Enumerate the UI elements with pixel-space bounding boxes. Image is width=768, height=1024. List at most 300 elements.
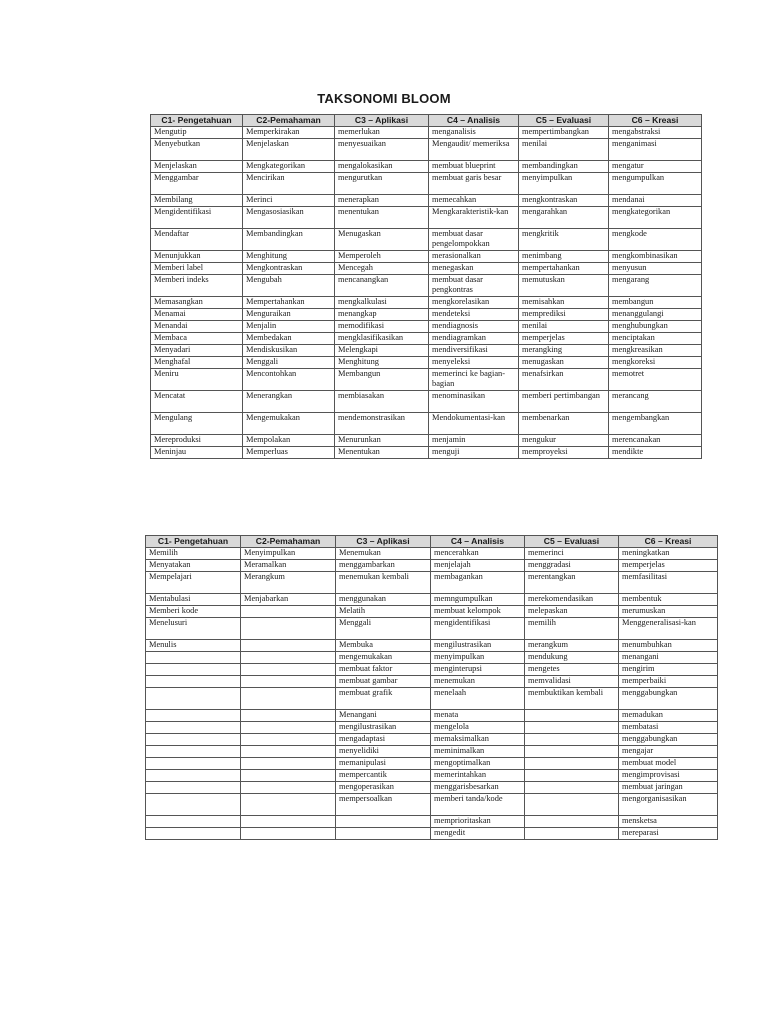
table-cell: menanggulangi bbox=[609, 309, 702, 321]
table-cell: Meramalkan bbox=[241, 560, 336, 572]
table-cell: Mengubah bbox=[243, 275, 335, 297]
table-cell: Merangkum bbox=[241, 572, 336, 594]
table-cell: Mencatat bbox=[151, 391, 243, 413]
table-cell bbox=[146, 794, 241, 816]
table-cell: menggambarkan bbox=[336, 560, 431, 572]
table-cell: menyeleksi bbox=[429, 357, 519, 369]
table-cell: Menyatakan bbox=[146, 560, 241, 572]
table-cell: mendiagnosis bbox=[429, 321, 519, 333]
table-cell: membuat jaringan bbox=[619, 782, 718, 794]
table-cell bbox=[525, 794, 619, 816]
table-cell bbox=[525, 816, 619, 828]
column-header: C1- Pengetahuan bbox=[151, 115, 243, 127]
table-cell: Menamai bbox=[151, 309, 243, 321]
table-cell: Memberi kode bbox=[146, 606, 241, 618]
table-cell: Memperkirakan bbox=[243, 127, 335, 139]
table-cell: memotret bbox=[609, 369, 702, 391]
table-cell: Mengkategorikan bbox=[243, 161, 335, 173]
table-cell: Mereproduksi bbox=[151, 435, 243, 447]
table-cell: memperjelas bbox=[519, 333, 609, 345]
table-row bbox=[146, 640, 718, 652]
table-row bbox=[146, 722, 718, 734]
table-row bbox=[151, 345, 702, 357]
table-cell: menjamin bbox=[429, 435, 519, 447]
table-row bbox=[146, 652, 718, 664]
table-cell bbox=[146, 676, 241, 688]
table-cell: menimbang bbox=[519, 251, 609, 263]
table-cell: mengedit bbox=[431, 828, 525, 840]
table-cell: mereparasi bbox=[619, 828, 718, 840]
table-cell: Menandai bbox=[151, 321, 243, 333]
table-cell: mengurutkan bbox=[335, 173, 429, 195]
column-header: C5 – Evaluasi bbox=[525, 536, 619, 548]
table-cell bbox=[241, 734, 336, 746]
table-cell: membuat faktor bbox=[336, 664, 431, 676]
table-cell: Melatih bbox=[336, 606, 431, 618]
table-cell: memilih bbox=[525, 618, 619, 640]
table-cell: Menggeneralisasi-kan bbox=[619, 618, 718, 640]
table-cell: membangun bbox=[609, 297, 702, 309]
table-cell: merekomendasikan bbox=[525, 594, 619, 606]
table-cell: memberi pertimbangan bbox=[519, 391, 609, 413]
table-cell: membatasi bbox=[619, 722, 718, 734]
column-header: C5 – Evaluasi bbox=[519, 115, 609, 127]
table-cell: mendiagramkan bbox=[429, 333, 519, 345]
table-cell: mengilustrasikan bbox=[431, 640, 525, 652]
table-row bbox=[146, 560, 718, 572]
table-cell bbox=[241, 758, 336, 770]
table-cell: Meniru bbox=[151, 369, 243, 391]
table-cell: menerapkan bbox=[335, 195, 429, 207]
table-cell: membuktikan kembali bbox=[525, 688, 619, 710]
table-cell: memodifikasi bbox=[335, 321, 429, 333]
bloom-taxonomy-table-2 bbox=[145, 535, 718, 840]
table-cell: Mempelajari bbox=[146, 572, 241, 594]
table-cell bbox=[146, 746, 241, 758]
table-row bbox=[146, 572, 718, 594]
table-cell: mengumpulkan bbox=[609, 173, 702, 195]
table-cell: memprioritaskan bbox=[431, 816, 525, 828]
table-cell bbox=[241, 618, 336, 640]
table-cell: menciptakan bbox=[609, 333, 702, 345]
table-cell: mengembangkan bbox=[609, 413, 702, 435]
table-row bbox=[151, 263, 702, 275]
table-cell: memfasilitasi bbox=[619, 572, 718, 594]
table-cell: mengkombinasikan bbox=[609, 251, 702, 263]
table-cell: mempertimbangkan bbox=[519, 127, 609, 139]
table-cell: menangkap bbox=[335, 309, 429, 321]
table-cell: mengklasifikasikan bbox=[335, 333, 429, 345]
table-cell: Mengaudit/ memeriksa bbox=[429, 139, 519, 161]
table-cell: merangking bbox=[519, 345, 609, 357]
table-row bbox=[151, 207, 702, 229]
table-cell: membenarkan bbox=[519, 413, 609, 435]
table-cell: Menyebutkan bbox=[151, 139, 243, 161]
table-cell: mengarang bbox=[609, 275, 702, 297]
table-cell bbox=[241, 676, 336, 688]
table-row bbox=[146, 816, 718, 828]
table-row bbox=[151, 333, 702, 345]
table-row bbox=[146, 734, 718, 746]
table-cell: memerlukan bbox=[335, 127, 429, 139]
table-cell: membuat dasar pengkontras bbox=[429, 275, 519, 297]
table-row bbox=[151, 297, 702, 309]
table-cell: menyusun bbox=[609, 263, 702, 275]
table-cell: memaksimalkan bbox=[431, 734, 525, 746]
table-cell: meminimalkan bbox=[431, 746, 525, 758]
table-cell: menguji bbox=[429, 447, 519, 459]
table-cell bbox=[241, 710, 336, 722]
table-cell: mempertahankan bbox=[519, 263, 609, 275]
table-cell: menumbuhkan bbox=[619, 640, 718, 652]
column-header: C4 – Analisis bbox=[431, 536, 525, 548]
table-cell: mengkoreksi bbox=[609, 357, 702, 369]
table-cell: menugaskan bbox=[519, 357, 609, 369]
table-cell: Mengidentifikasi bbox=[151, 207, 243, 229]
table-cell: Mengasosiasikan bbox=[243, 207, 335, 229]
table-cell: memperjelas bbox=[619, 560, 718, 572]
table-cell: mempercantik bbox=[336, 770, 431, 782]
table-cell: mendukung bbox=[525, 652, 619, 664]
table-cell: memerinci ke bagian-bagian bbox=[429, 369, 519, 391]
table-cell bbox=[241, 746, 336, 758]
table-row bbox=[146, 606, 718, 618]
table-cell: melepaskan bbox=[525, 606, 619, 618]
table-cell: membuat blueprint bbox=[429, 161, 519, 173]
table-cell: memerinci bbox=[525, 548, 619, 560]
table-cell: memisahkan bbox=[519, 297, 609, 309]
table-row bbox=[146, 710, 718, 722]
table-cell: Menjelaskan bbox=[243, 139, 335, 161]
table-cell: Menugaskan bbox=[335, 229, 429, 251]
table-cell: mengidentifikasi bbox=[431, 618, 525, 640]
table-cell bbox=[525, 828, 619, 840]
table-row bbox=[146, 676, 718, 688]
table-cell: membuat grafik bbox=[336, 688, 431, 710]
table-cell: merancang bbox=[609, 391, 702, 413]
table-cell: Melengkapi bbox=[335, 345, 429, 357]
table-cell bbox=[241, 652, 336, 664]
table-cell bbox=[525, 758, 619, 770]
table-cell: Mencontohkan bbox=[243, 369, 335, 391]
table-cell: menyimpulkan bbox=[519, 173, 609, 195]
table-cell bbox=[525, 746, 619, 758]
table-cell: menata bbox=[431, 710, 525, 722]
table-cell: mengemukakan bbox=[336, 652, 431, 664]
table-cell bbox=[146, 758, 241, 770]
table-cell: memecahkan bbox=[429, 195, 519, 207]
table-cell: Menyadari bbox=[151, 345, 243, 357]
table-cell: Mempolakan bbox=[243, 435, 335, 447]
table-cell: Menghitung bbox=[335, 357, 429, 369]
table-cell: merentangkan bbox=[525, 572, 619, 594]
column-header: C4 – Analisis bbox=[429, 115, 519, 127]
table-cell bbox=[241, 640, 336, 652]
table-cell bbox=[146, 828, 241, 840]
table-cell: mengkritik bbox=[519, 229, 609, 251]
table-cell: Menurunkan bbox=[335, 435, 429, 447]
table-cell: Mencirikan bbox=[243, 173, 335, 195]
table-cell: Mendokumentasi-kan bbox=[429, 413, 519, 435]
column-header: C1- Pengetahuan bbox=[146, 536, 241, 548]
table-cell: mengadaptasi bbox=[336, 734, 431, 746]
table-cell: Mencegah bbox=[335, 263, 429, 275]
table-cell: Memperoleh bbox=[335, 251, 429, 263]
table-cell: Menelusuri bbox=[146, 618, 241, 640]
table-cell: menganalisis bbox=[429, 127, 519, 139]
table-cell: membuat kelompok bbox=[431, 606, 525, 618]
table-cell bbox=[525, 782, 619, 794]
table-cell: menggradasi bbox=[525, 560, 619, 572]
table-cell bbox=[241, 664, 336, 676]
table-cell: memerintahkan bbox=[431, 770, 525, 782]
table-cell bbox=[146, 782, 241, 794]
table-cell: menyelidiki bbox=[336, 746, 431, 758]
table-cell: mengajar bbox=[619, 746, 718, 758]
table-row bbox=[146, 594, 718, 606]
table-cell: mengoperasikan bbox=[336, 782, 431, 794]
table-cell: membuat dasar pengelompokkan bbox=[429, 229, 519, 251]
table-cell: memberi tanda/kode bbox=[431, 794, 525, 816]
table-cell: menangani bbox=[619, 652, 718, 664]
table-cell: Merinci bbox=[243, 195, 335, 207]
table-cell: mengirim bbox=[619, 664, 718, 676]
table-row bbox=[151, 357, 702, 369]
table-cell: memproyeksi bbox=[519, 447, 609, 459]
table-cell bbox=[146, 770, 241, 782]
table-cell: mengkreasikan bbox=[609, 345, 702, 357]
table-cell bbox=[241, 770, 336, 782]
table-cell: menilai bbox=[519, 139, 609, 161]
table-cell: mensketsa bbox=[619, 816, 718, 828]
table-row bbox=[151, 161, 702, 173]
table-cell: merumuskan bbox=[619, 606, 718, 618]
table-cell: Membedakan bbox=[243, 333, 335, 345]
table-cell: mendeteksi bbox=[429, 309, 519, 321]
table-cell: mengilustrasikan bbox=[336, 722, 431, 734]
table-cell: Menemukan bbox=[336, 548, 431, 560]
table-cell: menggabungkan bbox=[619, 688, 718, 710]
table-cell: mengalokasikan bbox=[335, 161, 429, 173]
table-cell: mendikte bbox=[609, 447, 702, 459]
table-cell bbox=[241, 688, 336, 710]
table-cell: menganimasi bbox=[609, 139, 702, 161]
table-cell bbox=[336, 816, 431, 828]
table-row bbox=[151, 369, 702, 391]
table-cell: menegaskan bbox=[429, 263, 519, 275]
table-cell: mengkode bbox=[609, 229, 702, 251]
table-cell: mendiversifikasi bbox=[429, 345, 519, 357]
table-cell: menggarisbesarkan bbox=[431, 782, 525, 794]
table-row bbox=[151, 435, 702, 447]
table-row bbox=[151, 251, 702, 263]
table-cell bbox=[146, 722, 241, 734]
table-cell: Membangun bbox=[335, 369, 429, 391]
table-cell: Membuka bbox=[336, 640, 431, 652]
table-cell: mempersoalkan bbox=[336, 794, 431, 816]
table-cell: Mentabulasi bbox=[146, 594, 241, 606]
table-cell: Menjelaskan bbox=[151, 161, 243, 173]
table-cell: menafsirkan bbox=[519, 369, 609, 391]
table-row bbox=[146, 618, 718, 640]
table-cell: merencanakan bbox=[609, 435, 702, 447]
table-cell bbox=[525, 770, 619, 782]
table-row bbox=[151, 447, 702, 459]
table-cell: Mempertahankan bbox=[243, 297, 335, 309]
table-cell: Menggali bbox=[336, 618, 431, 640]
table-row bbox=[151, 139, 702, 161]
column-header: C2-Pemahaman bbox=[243, 115, 335, 127]
table-cell: memngumpulkan bbox=[431, 594, 525, 606]
header-row bbox=[146, 536, 718, 548]
table-cell: Mengemukakan bbox=[243, 413, 335, 435]
table-row bbox=[151, 309, 702, 321]
table-cell: Menjalin bbox=[243, 321, 335, 333]
table-cell bbox=[146, 688, 241, 710]
table-cell: mengelola bbox=[431, 722, 525, 734]
table-cell: mengatur bbox=[609, 161, 702, 173]
table-cell: mengkorelasikan bbox=[429, 297, 519, 309]
table-cell bbox=[146, 734, 241, 746]
column-header: C3 – Aplikasi bbox=[336, 536, 431, 548]
table-cell: memprediksi bbox=[519, 309, 609, 321]
table-cell: mengarahkan bbox=[519, 207, 609, 229]
column-header: C6 – Kreasi bbox=[619, 536, 718, 548]
table-cell: mengkategorikan bbox=[609, 207, 702, 229]
table-row bbox=[146, 758, 718, 770]
table-cell: mendanai bbox=[609, 195, 702, 207]
table-cell: menggabungkan bbox=[619, 734, 718, 746]
table-cell: Memilih bbox=[146, 548, 241, 560]
table-cell: membandingkan bbox=[519, 161, 609, 173]
table-cell bbox=[336, 828, 431, 840]
table-cell: membagankan bbox=[431, 572, 525, 594]
table-cell: menginterupsi bbox=[431, 664, 525, 676]
table-row bbox=[151, 195, 702, 207]
table-cell: memanipulasi bbox=[336, 758, 431, 770]
table-row bbox=[151, 321, 702, 333]
table-cell: Mendiskusikan bbox=[243, 345, 335, 357]
header-row bbox=[151, 115, 702, 127]
table-cell: Memberi indeks bbox=[151, 275, 243, 297]
table-cell: menemukan kembali bbox=[336, 572, 431, 594]
table-cell bbox=[241, 816, 336, 828]
table-row bbox=[146, 664, 718, 676]
table-cell bbox=[525, 710, 619, 722]
table-cell: Memasangkan bbox=[151, 297, 243, 309]
table-row bbox=[146, 548, 718, 560]
table-cell: memadukan bbox=[619, 710, 718, 722]
table-cell: memvalidasi bbox=[525, 676, 619, 688]
table-cell: membiasakan bbox=[335, 391, 429, 413]
table-cell: memutuskan bbox=[519, 275, 609, 297]
table-cell: Menghafal bbox=[151, 357, 243, 369]
table-cell bbox=[241, 794, 336, 816]
table-cell bbox=[241, 828, 336, 840]
table-cell: Membilang bbox=[151, 195, 243, 207]
table-cell: menggunakan bbox=[336, 594, 431, 606]
table-cell: menelaah bbox=[431, 688, 525, 710]
table-cell bbox=[241, 606, 336, 618]
table-cell bbox=[241, 782, 336, 794]
table-cell: Menulis bbox=[146, 640, 241, 652]
table-row bbox=[146, 794, 718, 816]
table-cell: mencerahkan bbox=[431, 548, 525, 560]
table-cell: mengoptimalkan bbox=[431, 758, 525, 770]
table-cell: mengimprovisasi bbox=[619, 770, 718, 782]
table-cell: Menggambar bbox=[151, 173, 243, 195]
table-cell: Mendaftar bbox=[151, 229, 243, 251]
column-header: C3 – Aplikasi bbox=[335, 115, 429, 127]
table-cell bbox=[525, 734, 619, 746]
table-cell: Menerangkan bbox=[243, 391, 335, 413]
table-cell: Mengkarakteristik-kan bbox=[429, 207, 519, 229]
table-cell bbox=[146, 816, 241, 828]
table-row bbox=[151, 173, 702, 195]
table-cell: menemukan bbox=[431, 676, 525, 688]
table-cell: Memperluas bbox=[243, 447, 335, 459]
table-cell: merasionalkan bbox=[429, 251, 519, 263]
table-cell: Membaca bbox=[151, 333, 243, 345]
table-cell: mengorganisasikan bbox=[619, 794, 718, 816]
table-cell: Mengutip bbox=[151, 127, 243, 139]
table-cell: mengkontraskan bbox=[519, 195, 609, 207]
table-cell bbox=[146, 652, 241, 664]
table-cell: menyimpulkan bbox=[431, 652, 525, 664]
table-cell: membuat model bbox=[619, 758, 718, 770]
table-cell: Menjabarkan bbox=[241, 594, 336, 606]
table-cell: membuat gambar bbox=[336, 676, 431, 688]
table-cell: mencanangkan bbox=[335, 275, 429, 297]
table-cell: Meninjau bbox=[151, 447, 243, 459]
table-cell: Menangani bbox=[336, 710, 431, 722]
table-row bbox=[146, 770, 718, 782]
table-row bbox=[151, 391, 702, 413]
table-row bbox=[146, 828, 718, 840]
table-cell: memperbaiki bbox=[619, 676, 718, 688]
table-cell: Menentukan bbox=[335, 447, 429, 459]
table-cell: mengetes bbox=[525, 664, 619, 676]
table-cell: Membandingkan bbox=[243, 229, 335, 251]
bloom-taxonomy-table-1 bbox=[150, 114, 702, 459]
column-header: C6 – Kreasi bbox=[609, 115, 702, 127]
table-cell bbox=[146, 710, 241, 722]
table-cell: Menghitung bbox=[243, 251, 335, 263]
table-cell: membentuk bbox=[619, 594, 718, 606]
table-cell: menjelajah bbox=[431, 560, 525, 572]
table-cell: mengkalkulasi bbox=[335, 297, 429, 309]
table-cell: Menguraikan bbox=[243, 309, 335, 321]
table-cell: meningkatkan bbox=[619, 548, 718, 560]
table-cell: membuat garis besar bbox=[429, 173, 519, 195]
table-cell: Menunjukkan bbox=[151, 251, 243, 263]
table-cell: menentukan bbox=[335, 207, 429, 229]
table-cell: Mengkontraskan bbox=[243, 263, 335, 275]
table-cell: Menyimpulkan bbox=[241, 548, 336, 560]
table-cell: Memberi label bbox=[151, 263, 243, 275]
table-cell: menyesuaikan bbox=[335, 139, 429, 161]
table-row bbox=[151, 127, 702, 139]
column-header: C2-Pemahaman bbox=[241, 536, 336, 548]
table-cell: mengukur bbox=[519, 435, 609, 447]
table-cell bbox=[146, 664, 241, 676]
page-title: TAKSONOMI BLOOM bbox=[317, 91, 451, 106]
table-row bbox=[151, 413, 702, 435]
table-row bbox=[146, 782, 718, 794]
table-cell: mengabstraksi bbox=[609, 127, 702, 139]
table-cell: mendemonstrasikan bbox=[335, 413, 429, 435]
table-cell: merangkum bbox=[525, 640, 619, 652]
